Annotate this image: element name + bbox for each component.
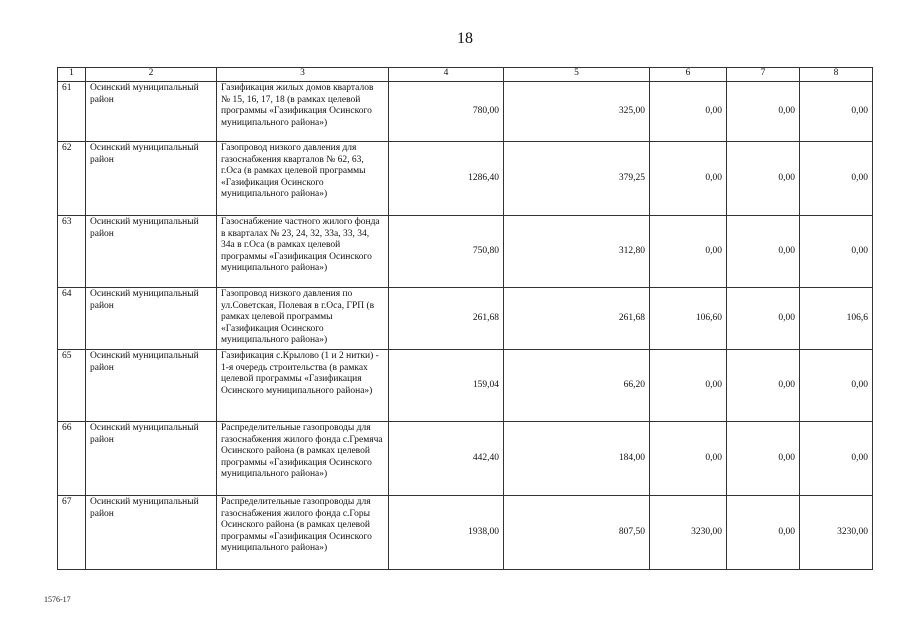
object-cell: Распределительные газопроводы для газоснабжения жилого фонда с.Гремяча Осинского района (в рамках целевой программы «Газификация Осинского муниципального района») (217, 422, 389, 496)
object-cell: Газификация с.Крылово (1 и 2 нитки) - 1-я очередь строительства (в рамках целевой программы «Газификация Осинского муниципального района») (217, 350, 389, 422)
value-cell-col5: 261,68 (504, 288, 650, 350)
value-cell-col6: 106,60 (650, 288, 727, 350)
table-row (58, 82, 873, 142)
table-row (58, 422, 873, 496)
row-number: 66 (58, 422, 86, 496)
row-number: 61 (58, 82, 86, 142)
value-cell-col4: 1286,40 (389, 142, 504, 216)
row-number: 63 (58, 216, 86, 288)
district-cell: Осинский муниципальный район (86, 288, 217, 350)
value-cell-col4: 780,00 (389, 82, 504, 142)
district-cell: Осинский муниципальный район (86, 422, 217, 496)
object-cell: Газоснабжение частного жилого фонда в кварталах № 23, 24, 32, 33а, 33, 34, 34а в г.Оса (в рамках целевой программы «Газификация Осинского муниципального района») (217, 216, 389, 288)
value-cell-col8: 0,00 (800, 350, 873, 422)
value-cell-col4: 750,80 (389, 216, 504, 288)
row-number: 64 (58, 288, 86, 350)
value-cell-col5: 66,20 (504, 350, 650, 422)
value-cell-col4: 442,40 (389, 422, 504, 496)
column-header-8: 8 (800, 68, 873, 82)
value-cell-col8: 0,00 (800, 216, 873, 288)
value-cell-col5: 379,25 (504, 142, 650, 216)
page-number: 18 (457, 30, 473, 47)
district-cell: Осинский муниципальный район (86, 82, 217, 142)
value-cell-col7: 0,00 (727, 288, 800, 350)
column-header-7: 7 (727, 68, 800, 82)
district-cell: Осинский муниципальный район (86, 142, 217, 216)
value-cell-col5: 312,80 (504, 216, 650, 288)
value-cell-col7: 0,00 (727, 496, 800, 570)
value-cell-col4: 1938,00 (389, 496, 504, 570)
value-cell-col6: 3230,00 (650, 496, 727, 570)
district-cell: Осинский муниципальный район (86, 216, 217, 288)
value-cell-col6: 0,00 (650, 350, 727, 422)
value-cell-col8: 106,6 (800, 288, 873, 350)
row-number: 65 (58, 350, 86, 422)
table-row (58, 288, 873, 350)
row-number: 62 (58, 142, 86, 216)
value-cell-col8: 0,00 (800, 142, 873, 216)
column-header-4: 4 (389, 68, 504, 82)
column-header-6: 6 (650, 68, 727, 82)
value-cell-col7: 0,00 (727, 350, 800, 422)
column-header-2: 2 (86, 68, 217, 82)
value-cell-col6: 0,00 (650, 422, 727, 496)
value-cell-col7: 0,00 (727, 422, 800, 496)
table-row (58, 216, 873, 288)
row-number: 67 (58, 496, 86, 570)
object-cell: Распределительные газопроводы для газоснабжения жилого фонда с.Горы Осинского района (в рамках целевой программы «Газификация Осинского муниципального района») (217, 496, 389, 570)
value-cell-col7: 0,00 (727, 142, 800, 216)
table-row (58, 496, 873, 570)
investment-table (57, 67, 873, 570)
value-cell-col7: 0,00 (727, 216, 800, 288)
value-cell-col7: 0,00 (727, 82, 800, 142)
value-cell-col6: 0,00 (650, 142, 727, 216)
value-cell-col5: 325,00 (504, 82, 650, 142)
document-code: 1576-17 (44, 595, 71, 604)
value-cell-col5: 807,50 (504, 496, 650, 570)
object-cell: Газопровод низкого давления по ул.Советская, Полевая в г.Оса, ГРП (в рамках целевой программы «Газификация Осинского муниципального района») (217, 288, 389, 350)
value-cell-col8: 0,00 (800, 82, 873, 142)
table-header-row (58, 68, 873, 82)
value-cell-col4: 159,04 (389, 350, 504, 422)
column-header-3: 3 (217, 68, 389, 82)
object-cell: Газопровод низкого давления для газоснабжения кварталов № 62, 63, г.Оса (в рамках целевой программы «Газификация Осинского муниципального района») (217, 142, 389, 216)
column-header-1: 1 (58, 68, 86, 82)
value-cell-col4: 261,68 (389, 288, 504, 350)
value-cell-col6: 0,00 (650, 216, 727, 288)
table-row (58, 142, 873, 216)
district-cell: Осинский муниципальный район (86, 496, 217, 570)
district-cell: Осинский муниципальный район (86, 350, 217, 422)
value-cell-col5: 184,00 (504, 422, 650, 496)
value-cell-col8: 3230,00 (800, 496, 873, 570)
column-header-5: 5 (504, 68, 650, 82)
object-cell: Газификация жилых домов кварталов № 15, 16, 17, 18 (в рамках целевой программы «Газификация Осинского муниципального района») (217, 82, 389, 142)
value-cell-col8: 0,00 (800, 422, 873, 496)
table-row (58, 350, 873, 422)
value-cell-col6: 0,00 (650, 82, 727, 142)
